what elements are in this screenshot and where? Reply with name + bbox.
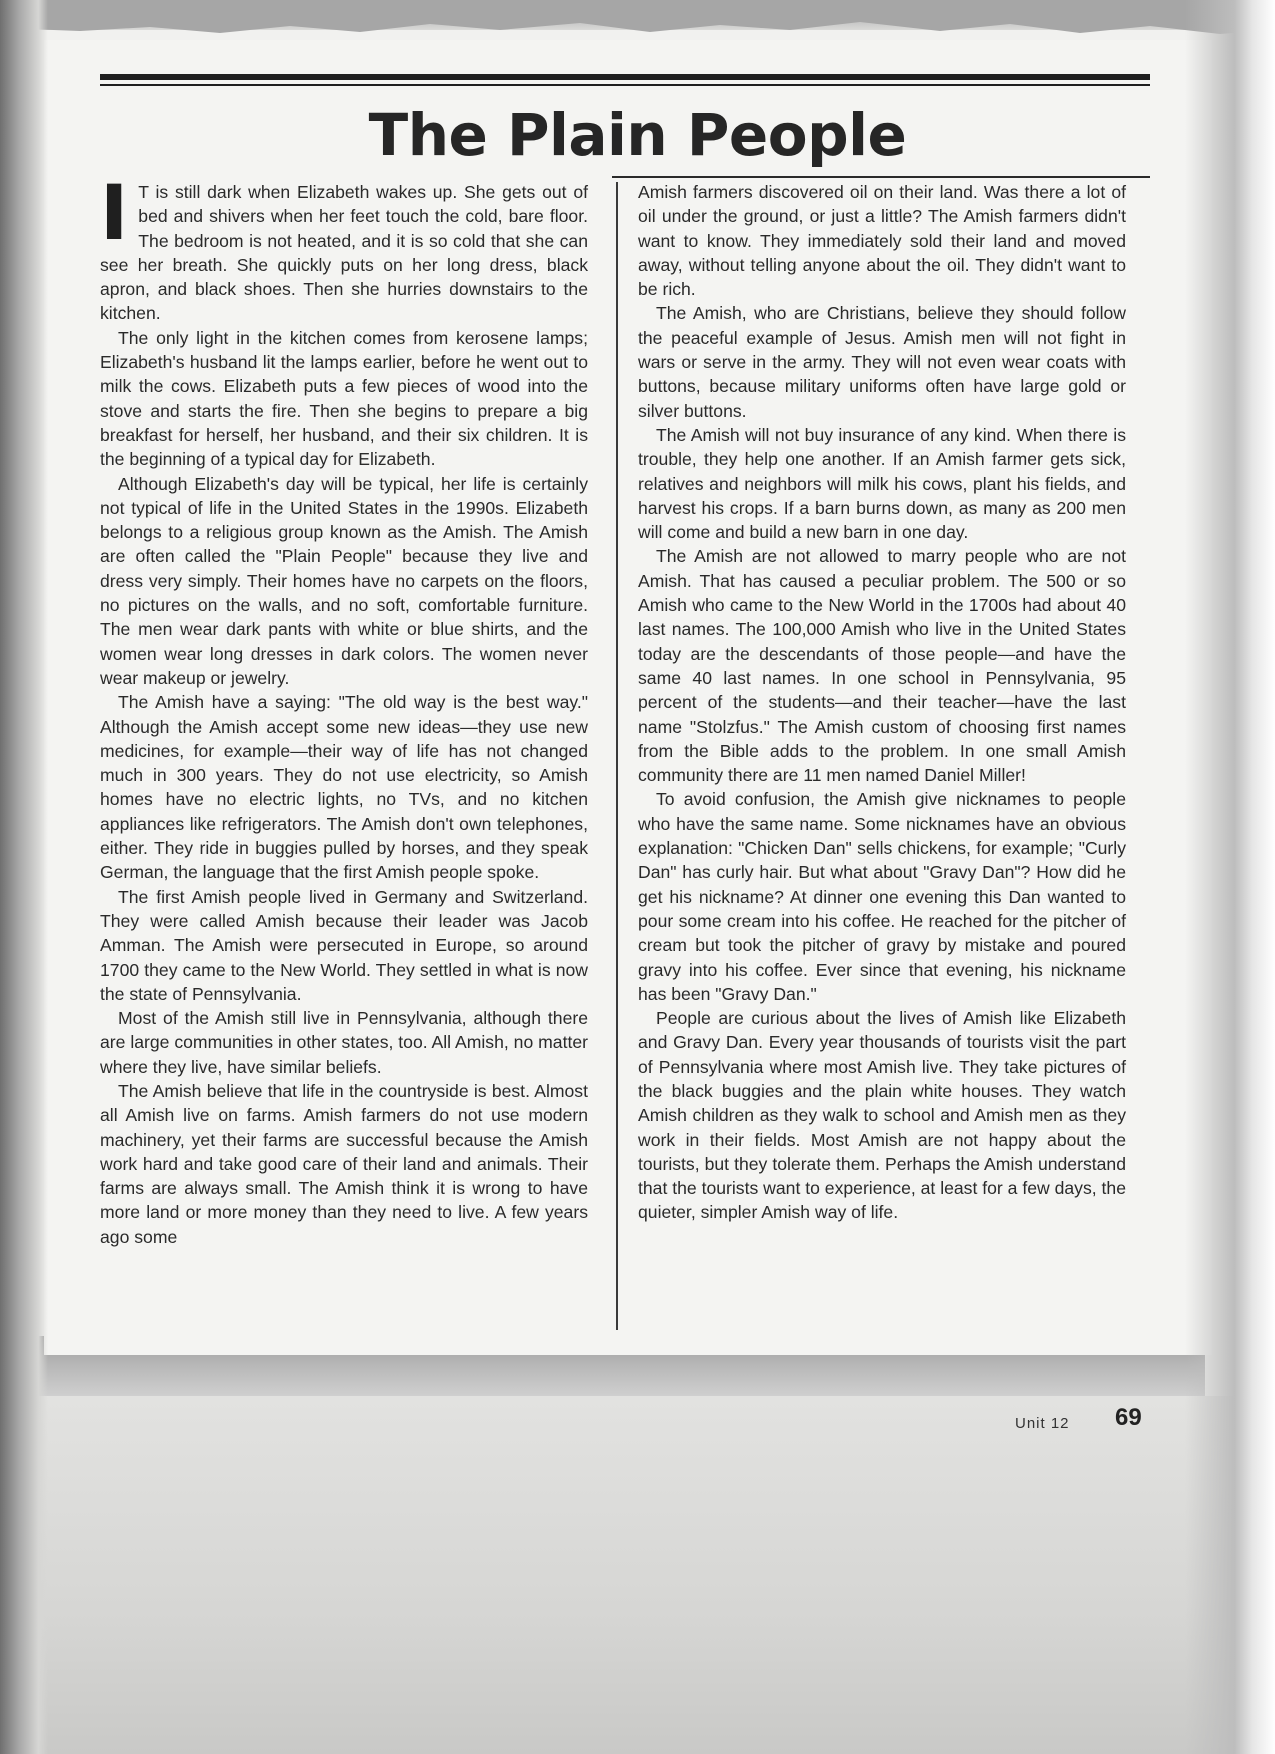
paragraph: The Amish are not allowed to marry people who are not Amish. That has caused a peculiar problem. The 500 or so Amish who came to the New World in the 1700s had about 40 last names. The 100,000 Amish who live in the United States today are the descendants of those people—and have the same 40 last names. In one school in Pennsylvania, 95 percent of the students—and their teacher—have the last name "Stolzfus." The Amish custom of choosing first names from the Bible adds to the problem. In one small Amish community there are 11 men named Daniel Miller! <box>638 546 1126 786</box>
header-rule-thick <box>100 74 1150 80</box>
torn-top-edge <box>0 0 1275 70</box>
scan-bottom-area <box>0 1396 1275 1754</box>
paragraph: I T is still dark when Elizabeth wakes up. She gets out of bed and shivers when her feet touch the cold, bare floor. The bedroom is not heated, and it is so cold that she can see her breath. She quickly puts on her long dress, black apron, and black shoes. Then she hurries downstairs to the kitchen. <box>100 168 588 324</box>
paragraph: The Amish believe that life in the countryside is best. Almost all Amish live on farms. Amish farmers do not use modern machinery, yet their farms are successful because the Amish work hard and take good care of their land and animals. Their farms are always small. The Amish think it is wrong to have more land or more money than they need to live. A few years ago some <box>100 1080 588 1247</box>
page-title: The Plain People <box>368 101 907 169</box>
paragraph: The only light in the kitchen comes from kerosene lamps; Elizabeth's husband lit the lamps earlier, before he went out to milk the cows. Elizabeth puts a few pieces of wood into the stove and starts the fire. Then she begins to prepare a big breakfast for herself, her husband, and their six children. It is the beginning of a typical day for Elizabeth. <box>100 327 588 470</box>
drop-cap: I <box>100 168 129 257</box>
paragraph: The Amish, who are Christians, believe they should follow the peaceful example of Jesus. Amish men will not fight in wars or serve in the army. They will not even wear coats with buttons, because military uniforms often have large gold or silver buttons. <box>638 303 1126 421</box>
paragraph: The Amish will not buy insurance of any kind. When there is trouble, they help one another. If an Amish farmer gets sick, relatives and neighbors will milk his cows, plant his fields, and harvest his crops. If a barn burns down, as many as 200 men will come and build a new barn in one day. <box>638 424 1126 543</box>
paragraph: Most of the Amish still live in Pennsylvania, although there are large communities in other states, too. All Amish, no matter where they live, have similar beliefs. <box>100 1008 588 1077</box>
title-underline <box>612 176 1150 178</box>
column-divider <box>616 182 618 1330</box>
book-gutter-shadow <box>0 0 48 1754</box>
paragraph: The first Amish people lived in Germany and Switzerland. They were called Amish because their leader was Jacob Amman. The Amish were persecuted in Europe, so around 1700 they came to the New World. They settled in what is now the state of Pennsylvania. <box>100 886 588 1004</box>
paragraph: People are curious about the lives of Amish like Elizabeth and Gravy Dan. Every year thousands of tourists visit the part of Pennsylvania where most Amish live. They take pictures of the black buggies and the plain white houses. They watch Amish children as they walk to school and Amish men as they work in their fields. Most Amish are not happy about the tourists, but they tolerate them. Perhaps the Amish understand that the tourists want to experience, at least for a few days, the quieter, simpler Amish way of life. <box>638 1008 1127 1223</box>
page-number: 69 <box>1115 1404 1142 1431</box>
paragraph: To avoid confusion, the Amish give nicknames to people who have the same name. Some nicknames have an obvious explanation: "Chicken Dan" sells chickens, for example; "Curly Dan" has curly hair. But what about "Gravy Dan"? How did he get his nickname? At dinner one evening this Dan wanted to pour some cream into his coffee. He reached for the pitcher of cream but took the pitcher of gravy by mistake and poured gravy into his coffee. Ever since that evening, his nickname has been "Gravy Dan." <box>638 789 1126 1004</box>
paragraph: Amish farmers discovered oil on their land. Was there a lot of oil under the ground, or just a little? The Amish farmers didn't want to know. They immediately sold their land and moved away, without telling anyone about the oil. They didn't want to be rich. <box>638 182 1126 300</box>
paragraph: The Amish have a saying: "The old way is the best way." Although the Amish accept some new ideas—they use new medicines, for example—their way of life has not changed much in 300 years. They do not use electricity, so Amish homes have no electric lights, no TVs, and no kitchen appliances like refrigerators. The Amish don't own telephones, either. They ride in buggies pulled by horses, and they speak German, the language that the first Amish people spoke. <box>100 692 588 883</box>
paragraph: Although Elizabeth's day will be typical, her life is certainly not typical of life in the United States in the 1990s. Elizabeth belongs to a religious group known as the Amish. The Amish are often called the "Plain People" because they live and dress very simply. Their homes have no carpets on the floors, no pictures on the walls, and no soft, comfortable furniture. The men wear dark pants with white or blue shirts, and the women wear long dresses in dark colors. The women never wear makeup or jewelry. <box>100 473 588 688</box>
page-edge-shadow <box>1185 0 1275 1754</box>
left-column <box>100 168 588 1249</box>
unit-label: Unit 12 <box>1015 1415 1070 1432</box>
right-column <box>638 180 1126 1225</box>
header-rule-thin <box>100 84 1150 86</box>
